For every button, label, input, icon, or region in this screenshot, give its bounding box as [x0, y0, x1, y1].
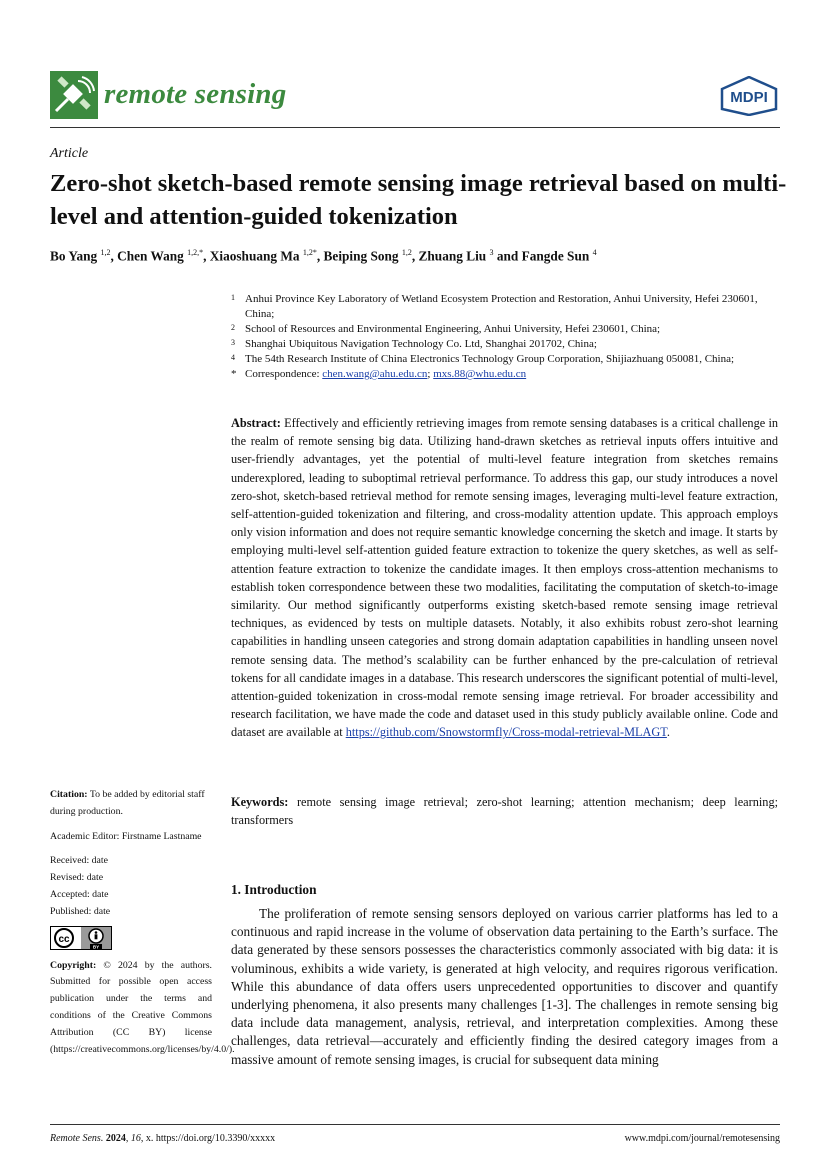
email-link[interactable]: chen.wang@ahu.edu.cn — [322, 368, 428, 380]
author-name: Fangde Sun — [521, 248, 590, 264]
affiliation-item: 1 Anhui Province Key Laboratory of Wetland Ecosystem Protection and Restoration, Anhui University, Hefei 230601, China; — [231, 293, 758, 320]
header-divider — [50, 127, 780, 128]
abstract-text: Effectively and efficiently retrieving images from remote sensing databases is a critical challenge in the realm of remote sensing big data. Utilizing hand-drawn sketches as retrieval inputs offers intuitive and user-friendly advantages, yet the potential of multi-level feature integration from sketches remains underexplored, leading to suboptimal retrieval performance. To address this gap, our study introduces a novel zero-shot, sketch-based retrieval method for remote sensing images, leveraging multi-level feature extraction, self-attention-guided tokenization and filtering, and cross-modality attention update. This approach employs only vision information and does not require semantic knowledge concerning the sketch and image. It starts by employing multi-level self-attention guided feature extraction to tokenize the query sketches, as well as self-attention feature extraction to tokenize the candidate images. It then employs cross-attention mechanisms to establish token correspondence between these two modalities, facilitating the computation of sketch-to-image similarity. Our method significantly outperforms existing sketch-based remote sensing image retrieval techniques, as evidenced by tests on multiple datasets. Notably, it also exhibits robust zero-shot learning capabilities in handling unseen categories and strong domain adaptation capabilities in handling unseen novel remote sensing data. The method’s scalability can be further enhanced by the pre-calculation of retrieval tokens for all candidate images in a database. This research underscores the significant potential of multi-level, attention-guided tokenization in cross-modal remote sensing image retrieval. For broader accessibility and research facilitation, we have made the code and dataset used in this study publicly available online. Code and dataset are available at — [231, 416, 779, 740]
affiliation-item: 4 The 54th Research Institute of China Electronics Technology Group Corporation, Shijiazhuang 050081, China; — [231, 353, 735, 365]
svg-text:BY: BY — [92, 943, 100, 949]
article-type: Article — [50, 146, 89, 161]
email-link[interactable]: mxs.88@whu.edu.cn — [433, 368, 527, 380]
article-title: Zero-shot sketch-based remote sensing image retrieval based on multi-level and attention-guided tokenization — [50, 170, 787, 230]
keywords — [231, 793, 778, 829]
citation: Citation: To be added by editorial staff during production. — [50, 789, 205, 817]
author-affiliation-marker: 4 — [592, 248, 597, 257]
affiliation-item: 3 Shanghai Ubiquitous Navigation Technology Co. Ltd, Shanghai 201702, China; — [231, 338, 597, 350]
author-name: Bo Yang — [50, 248, 98, 264]
correspondence: * Correspondence: chen.wang@ahu.edu.cn; mxs.88@whu.edu.cn — [231, 368, 527, 380]
keywords-label: Keywords: — [231, 795, 289, 809]
journal-name: remote sensing — [104, 78, 287, 110]
author-name: Zhuang Liu — [418, 248, 487, 264]
accepted-date: Accepted: date — [50, 888, 109, 900]
author-list: Bo Yang $^{1,2}$, Chen Wang $^{1,2,*}$, Xiaoshuang Ma $^{1,2*}$, Beiping Song $^{1,2}$, Zhuang Liu $^3$ and Fangde Sun $^4$ — [50, 248, 597, 264]
sidebar — [50, 787, 235, 1058]
cc-by-license-icon[interactable] — [50, 926, 112, 950]
mdpi-logo-icon — [718, 76, 780, 116]
footer-citation: Remote Sens. 2024, 16, x. https://doi.org/10.3390/xxxxx — [50, 1133, 276, 1144]
academic-editor: Academic Editor: Firstname Lastname — [50, 830, 202, 842]
author-affiliation-marker: 1,2 — [100, 248, 111, 257]
abstract-label: Abstract: — [231, 416, 281, 430]
author-name: Beiping Song — [323, 248, 399, 264]
footer-divider — [50, 1124, 780, 1125]
mdpi-logo-text: MDPI — [730, 89, 768, 106]
journal-logo-icon — [50, 71, 98, 119]
affiliation-item: 2 School of Resources and Environmental Engineering, Anhui University, Hefei 230601, China; — [231, 323, 661, 335]
author-name: Chen Wang — [117, 248, 184, 264]
published-date: Published: date — [50, 905, 111, 917]
received-date: Received: date — [50, 855, 108, 867]
abstract: Abstract: Effectively and efficiently retrieving images from remote sensing databases is a critical challenge in the realm of remote sensing big data. Utilizing hand-drawn sketches as retrieval inputs offers intuitive and user-friendly advantages, yet the potential of multi-level feature integration from sketches remains underexplored, leading to suboptimal retrieval performance. To address this gap, our study introduces a novel zero-shot, sketch-based retrieval method for remote sensing images, leveraging multi-level feature extraction, self-attention-guided tokenization and filtering, and cross-modality attention update. This approach employs only vision information and does not require semantic knowledge concerning the sketch and image. It starts by employing multi-level self-attention guided feature extraction to tokenize the query sketches, as well as self-attention feature extraction to tokenize the candidate images. It then employs cross-attention mechanisms to establish token correspondence between these two modalities, facilitating the computation of sketch-to-image similarity. Our method significantly outperforms existing sketch-based remote sensing image retrieval techniques, as evidenced by tests on multiple datasets. Notably, it also exhibits robust zero-shot learning capabilities in handling unseen categories and strong domain adaptation capabilities in handling unseen novel remote sensing data. The method’s scalability can be further enhanced by the pre-calculation of retrieval tokens for all candidate images in a database. This research underscores the significant potential of multi-level, attention-guided tokenization in cross-modal remote sensing image retrieval. For broader accessibility and research facilitation, we have made the code and dataset used in this study publicly available online. Code and dataset are available at https://github.com/Snowstormfly/Cross-modal-retrieval-MLAGT. — [231, 416, 779, 740]
author-name: Xiaoshuang Ma — [209, 248, 300, 264]
author-affiliation-marker: 1,2* — [302, 248, 317, 257]
revised-date: Revised: date — [50, 872, 104, 884]
svg-text:cc: cc — [58, 933, 70, 945]
journal-url[interactable]: www.mdpi.com/journal/remotesensing — [624, 1133, 780, 1144]
author-affiliation-marker: 3 — [489, 248, 494, 257]
code-repository-link[interactable]: https://github.com/Snowstormfly/Cross-modal-retrieval-MLAGT — [345, 725, 667, 740]
affiliations — [231, 292, 781, 382]
keywords-text: remote sensing image retrieval; zero-shot learning; attention mechanism; deep learning; transformers — [231, 795, 779, 828]
introduction-paragraph: The proliferation of remote sensing sensors deployed on various carrier platforms has led to a continuous and rapid increase in the volume of observation data pertaining to the Earth’s surface. The data generated by these sensors possesses the characteristics commonly associated with big data: it is voluminous, exhibits a wide variety, is generated at high velocity, and requires rigorous verification. While this abundance of data offers users unprecedented opportunities to discover and quantify underlying phenomena, it also presents many challenges [1-3]. The challenges in remote sensing big data include data management, analysis, retrieval, and interpretation complexities. Among these challenges, data retrieval—accurately and efficiently finding the desired category images from a massive amount of remote sensing images, is crucial for subsequent data mining — [231, 906, 778, 1067]
copyright: Copyright: © 2024 by the authors. Submitted for possible open access publication under the terms and conditions of the Creative Commons Attribution (CC BY) license (https://creativecommons.org/licenses/by/4.0/). — [50, 959, 235, 1055]
author-affiliation-marker: 1,2 — [401, 248, 412, 257]
author-affiliation-marker: 1,2,* — [187, 248, 204, 257]
section-heading: 1. Introduction — [231, 882, 317, 897]
